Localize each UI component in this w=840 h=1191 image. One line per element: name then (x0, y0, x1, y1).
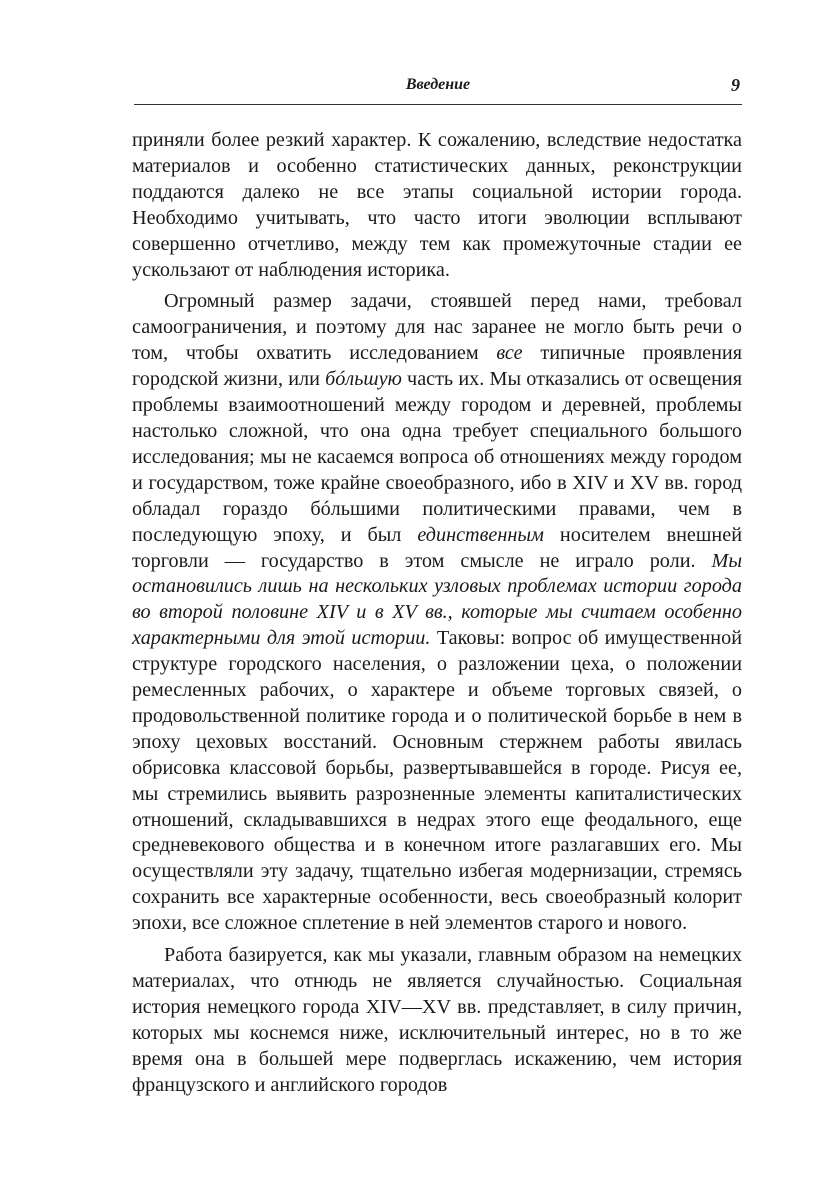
body-text (132, 128, 742, 1099)
paragraph-3: Работа базируется, как мы указали, главным образом на немецких материалах, что отнюдь не является случайностью. Социальная история немецкого города XIV—XV вв. представляет, в силу причин, которых мы коснемся ниже, исключительный интерес, но в то же время она в большей мере подверглась искажению, чем история французского и английского городов (132, 944, 742, 1096)
running-head (134, 74, 742, 105)
p2-text-1: Огромный размер задачи, стоявшей перед нами, требовал самоограничения, и поэтому для нас заранее не могло быть речи о том, чтобы охватить исследованием (132, 290, 742, 365)
paragraph-1: приняли более резкий характер. К сожалению, вследствие недостатка материалов и особенно статистических данных, реконструкции поддаются далеко не все этапы социальной истории города. Необходимо учитывать, что часто итоги эволюции всплывают совершенно отчетливо, между тем как промежуточные стадии ее ускользают от наблюдения историка. (132, 129, 742, 281)
p2-text-5: Таковы: вопрос об имущественной структуре городского населения, о разложении цеха, о положении ремесленных рабочих, о характере и объеме торговых связей, о продовольственной политике города и о политической борьбе в нем в эпоху цеховых восстаний. Основным стержнем работы явилась обрисовка классовой борьбы, развертывавшейся в городе. Рисуя ее, мы стремились выявить разрозненные элементы капиталистических отношений, складывавшихся в недрах этого еще феодального, еще средневекового общества и в конечном итоге разлагавших его. Мы осуществляли эту задачу, тщательно избегая модернизации, стремясь сохранить все характерные особенности, весь своеобразный колорит эпохи, все сложное сплетение в ней элементов старого и нового. (132, 627, 742, 935)
paragraph-2 (132, 289, 742, 937)
page-number: 9 (731, 75, 740, 95)
p2-emphasis-all: все (496, 342, 523, 365)
p2-emphasis-only: единственным (417, 523, 544, 546)
chapter-title: Введение (405, 76, 471, 93)
p2-emphasis-larger: бóльшую (325, 368, 402, 391)
p2-text-3: часть их. Мы отказались от освещения проблемы взаимоотношений между городом и деревней, проблемы настолько сложной, что она одна требует специального большого исследования; мы не касаемся вопроса об отношениях между городом и государством, тоже крайне своеобразного, ибо в XIV и XV вв. город обладал гораздо бóльшими политическими правами, чем в последующую эпоху, и был (132, 368, 742, 546)
p2-emphasis-statement: Мы остановились лишь на нескольких узловых проблемах истории города во второй половине XIV и в XV вв., которые мы считаем особенно характерными для этой истории. (132, 549, 742, 650)
p2-text-2: типичные проявления городской жизни, или (132, 342, 742, 391)
p2-text-4: носителем внешней торговли — государство в этом смысле не играло роли. (132, 523, 742, 572)
